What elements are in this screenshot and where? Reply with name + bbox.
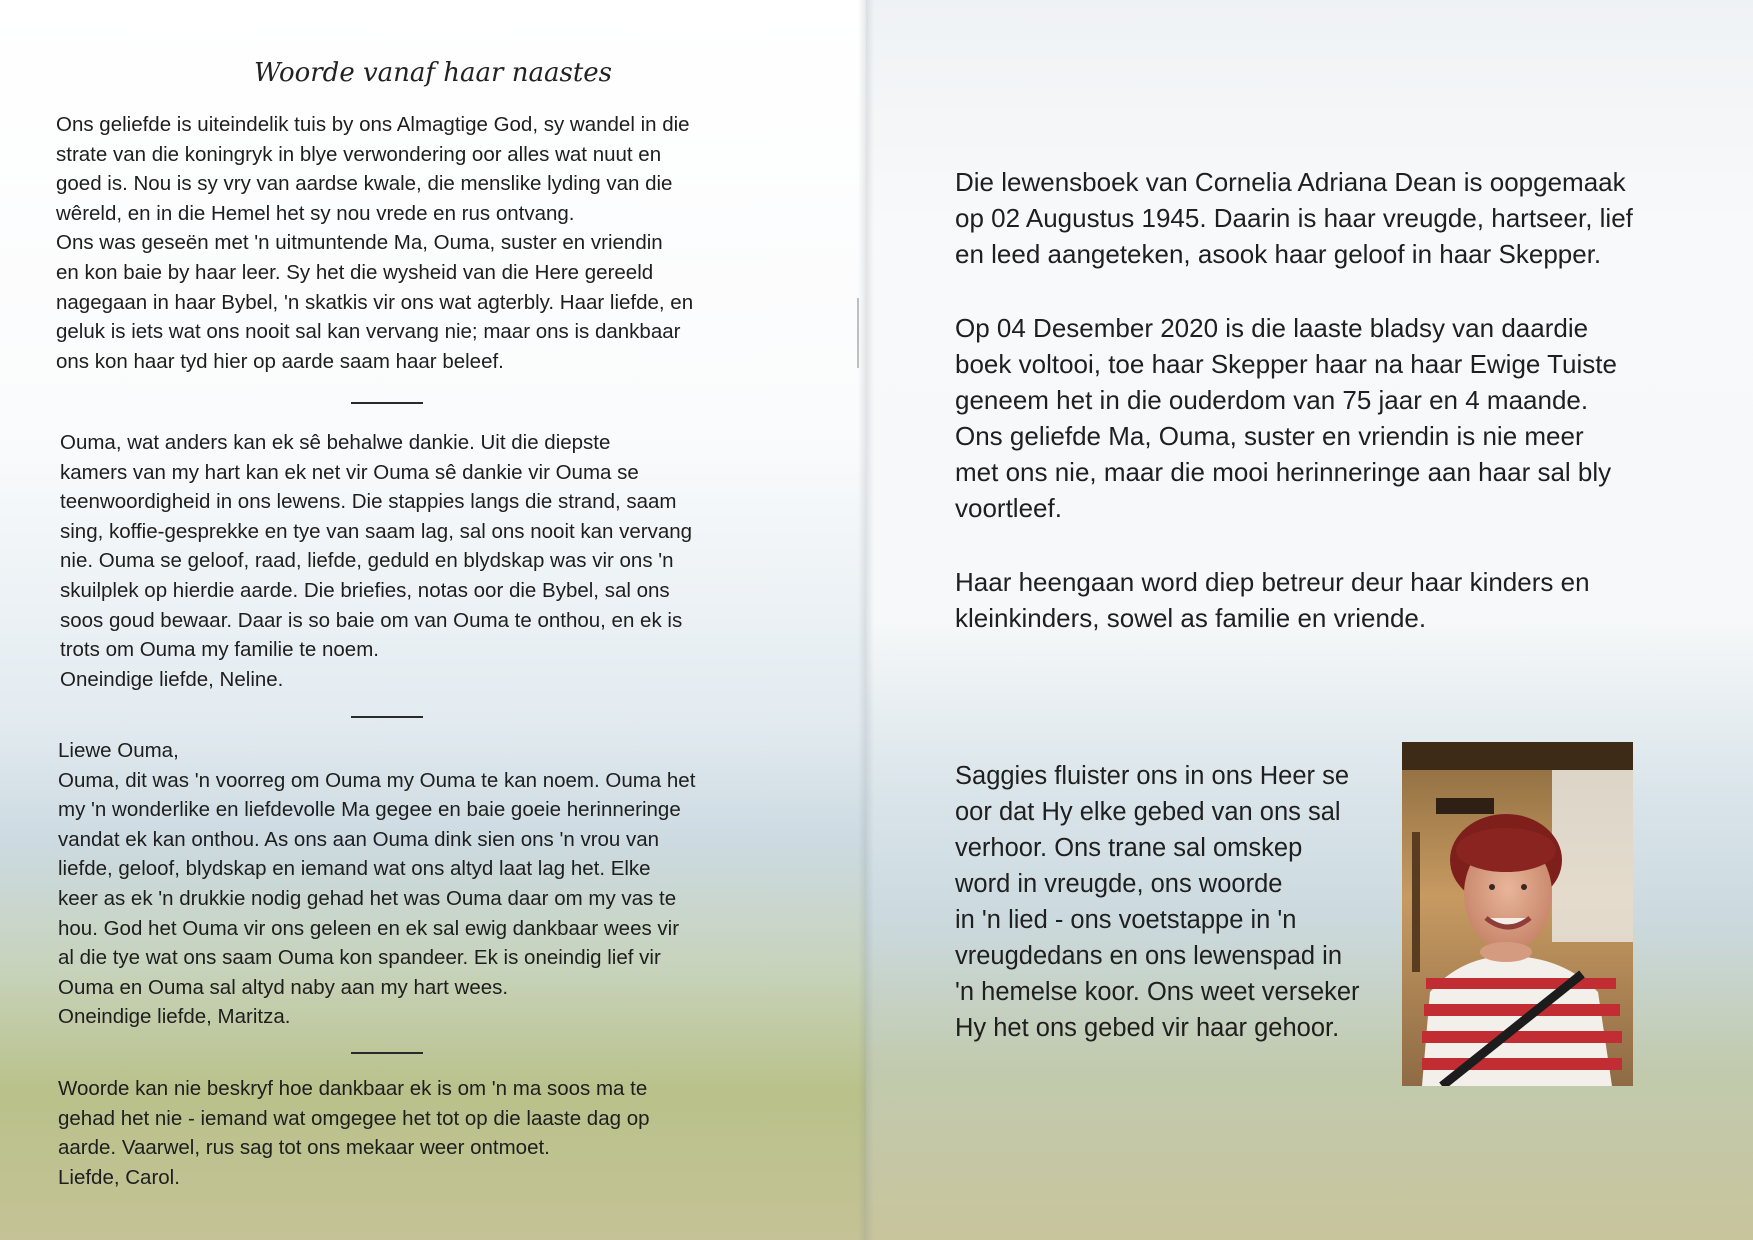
poem-line: 'n hemelse koor. Ons weet verseker (955, 978, 1360, 1006)
text-line: op 02 Augustus 1945. Daarin is haar vreugde, hartseer, lief (955, 203, 1633, 233)
text-line: al die tye wat ons saam Ouma kon spandeer. Ek is oneindig lief vir (58, 946, 661, 970)
section-divider (351, 402, 423, 404)
text-line: nagegaan in haar Bybel, 'n skatkis vir ons wat agterbly. Haar liefde, en (56, 290, 694, 314)
text-line: Ons geliefde is uiteindelik tuis by ons Almagtige God, sy wandel in die (56, 113, 690, 136)
page-fold (858, 0, 874, 1240)
text-line: soos goud bewaar. Daar is so baie om van Ouma te onthou, en ek is (60, 608, 683, 632)
text-line: vandat ek kan onthou. As ons aan Ouma dink sien ons 'n vrou van (58, 827, 660, 851)
text-line: Ouma, wat anders kan ek sê behalwe dankie. Uit die diepste (60, 431, 611, 454)
scan-mark (857, 298, 859, 368)
text-line: gehad het nie - iemand wat omgegee het tot op die laaste dag op (58, 1106, 650, 1130)
page-heading: Woorde vanaf haar naastes (253, 58, 613, 88)
text-line: hou. God het Ouma vir ons geleen en ek sal ewig dankbaar wees vir (58, 916, 680, 940)
text-line: nie. Ouma se geloof, raad, liefde, geduld en blydskap was vir ons 'n (60, 549, 674, 573)
text-line: Op 04 Desember 2020 is die laaste bladsy van daardie (955, 313, 1589, 343)
poem-line: oor dat Hy elke gebed van ons sal (955, 798, 1341, 826)
text-line: teenwoordigheid in ons lewens. Die stappies langs die strand, saam (60, 490, 677, 514)
text-line: Ouma en Ouma sal altyd naby aan my hart wees. (58, 975, 509, 999)
text-line: Ons was geseën met 'n uitmuntende Ma, Ouma, suster en vriendin (56, 231, 663, 255)
text-line: en kon baie by haar leer. Sy het die wysheid van die Here gereeld (56, 260, 654, 284)
text-line: Die lewensboek van Cornelia Adriana Dean is oopgemaak (955, 167, 1626, 197)
text-line: liefde, geloof, blydskap en iemand wat ons altyd laat lag het. Elke (58, 857, 651, 881)
section-divider (351, 716, 423, 718)
poem-line: in 'n lied - ons voetstappe in 'n (955, 906, 1297, 934)
text-line: trots om Ouma my familie te noem. (60, 638, 379, 662)
tribute-maritza (58, 736, 780, 1032)
text-line: skuilplek op hierdie aarde. Die briefies, notas oor die Bybel, sal ons (60, 578, 670, 602)
signature-line: Liefde, Carol. (58, 1165, 180, 1189)
text-line: met ons nie, maar die mooi herinneringe aan haar sal bly (955, 457, 1612, 487)
text-line: geneem het in die ouderdom van 75 jaar en 4 maande. (955, 385, 1589, 415)
portrait-photo (1402, 742, 1633, 1086)
text-line: kamers van my hart kan ek net vir Ouma sê dankie vir Ouma se (60, 460, 639, 484)
obituary-passing (955, 310, 1673, 526)
portrait-photo-icon (1402, 742, 1633, 1086)
poem-line: Hy het ons gebed vir haar gehoor. (955, 1014, 1340, 1042)
text-line: sing, koffie-gesprekke en tye van saam lag, sal ons nooit kan vervang (60, 519, 693, 543)
text-line: kleinkinders, sowel as familie en vriende. (955, 603, 1427, 633)
text-line: keer as ek 'n drukkie nodig gehad het was Ouma daar om my vas te (58, 886, 677, 910)
text-line: Ouma, dit was 'n voorreg om Ouma my Ouma te kan noem. Ouma het (58, 768, 696, 792)
text-line: voortleef. (955, 493, 1062, 523)
obituary-opening (955, 164, 1673, 272)
text-line: boek voltooi, toe haar Skepper haar na haar Ewige Tuiste (955, 349, 1617, 379)
poem-line: verhoor. Ons trane sal omskep (955, 834, 1303, 862)
tribute-carol (58, 1074, 780, 1192)
text-line: geluk is iets wat ons nooit sal kan vervang nie; maar ons is dankbaar (56, 320, 681, 344)
signature-line: Oneindige liefde, Neline. (60, 667, 284, 691)
text-line: Ons geliefde Ma, Ouma, suster en vriendin is nie meer (955, 421, 1584, 451)
signature-line: Oneindige liefde, Maritza. (58, 1005, 291, 1029)
tribute-neline (60, 428, 780, 694)
poem-line: word in vreugde, ons woorde (955, 870, 1283, 898)
text-line: goed is. Nou is sy vry van aardse kwale, die menslike lyding van die (56, 172, 673, 196)
poem-text (955, 758, 1373, 1046)
text-line: en leed aangeteken, asook haar geloof in haar Skepper. (955, 239, 1602, 269)
section-divider (351, 1052, 423, 1054)
salutation-line: Liewe Ouma, (58, 739, 179, 762)
text-line: aarde. Vaarwel, rus sag tot ons mekaar weer ontmoet. (58, 1136, 550, 1160)
text-line: wêreld, en in die Hemel het sy nou vrede en rus ontvang. (56, 201, 575, 225)
poem-line: vreugdedans en ons lewenspad in (955, 942, 1343, 970)
obituary-mourners (955, 564, 1673, 636)
text-line: ons kon haar tyd hier op aarde saam haar beleef. (56, 349, 504, 373)
text-line: strate van die koningryk in blye verwondering oor alles wat nuut en (56, 142, 662, 166)
poem-line: Saggies fluister ons in ons Heer se (955, 762, 1350, 790)
text-line: Woorde kan nie beskryf hoe dankbaar ek is om 'n ma soos ma te (58, 1077, 648, 1100)
text-line: Haar heengaan word diep betreur deur haar kinders en (955, 567, 1590, 597)
tribute-family (56, 110, 776, 376)
text-line: my 'n wonderlike en liefdevolle Ma gegee en baie goeie herinneringe (58, 798, 681, 822)
